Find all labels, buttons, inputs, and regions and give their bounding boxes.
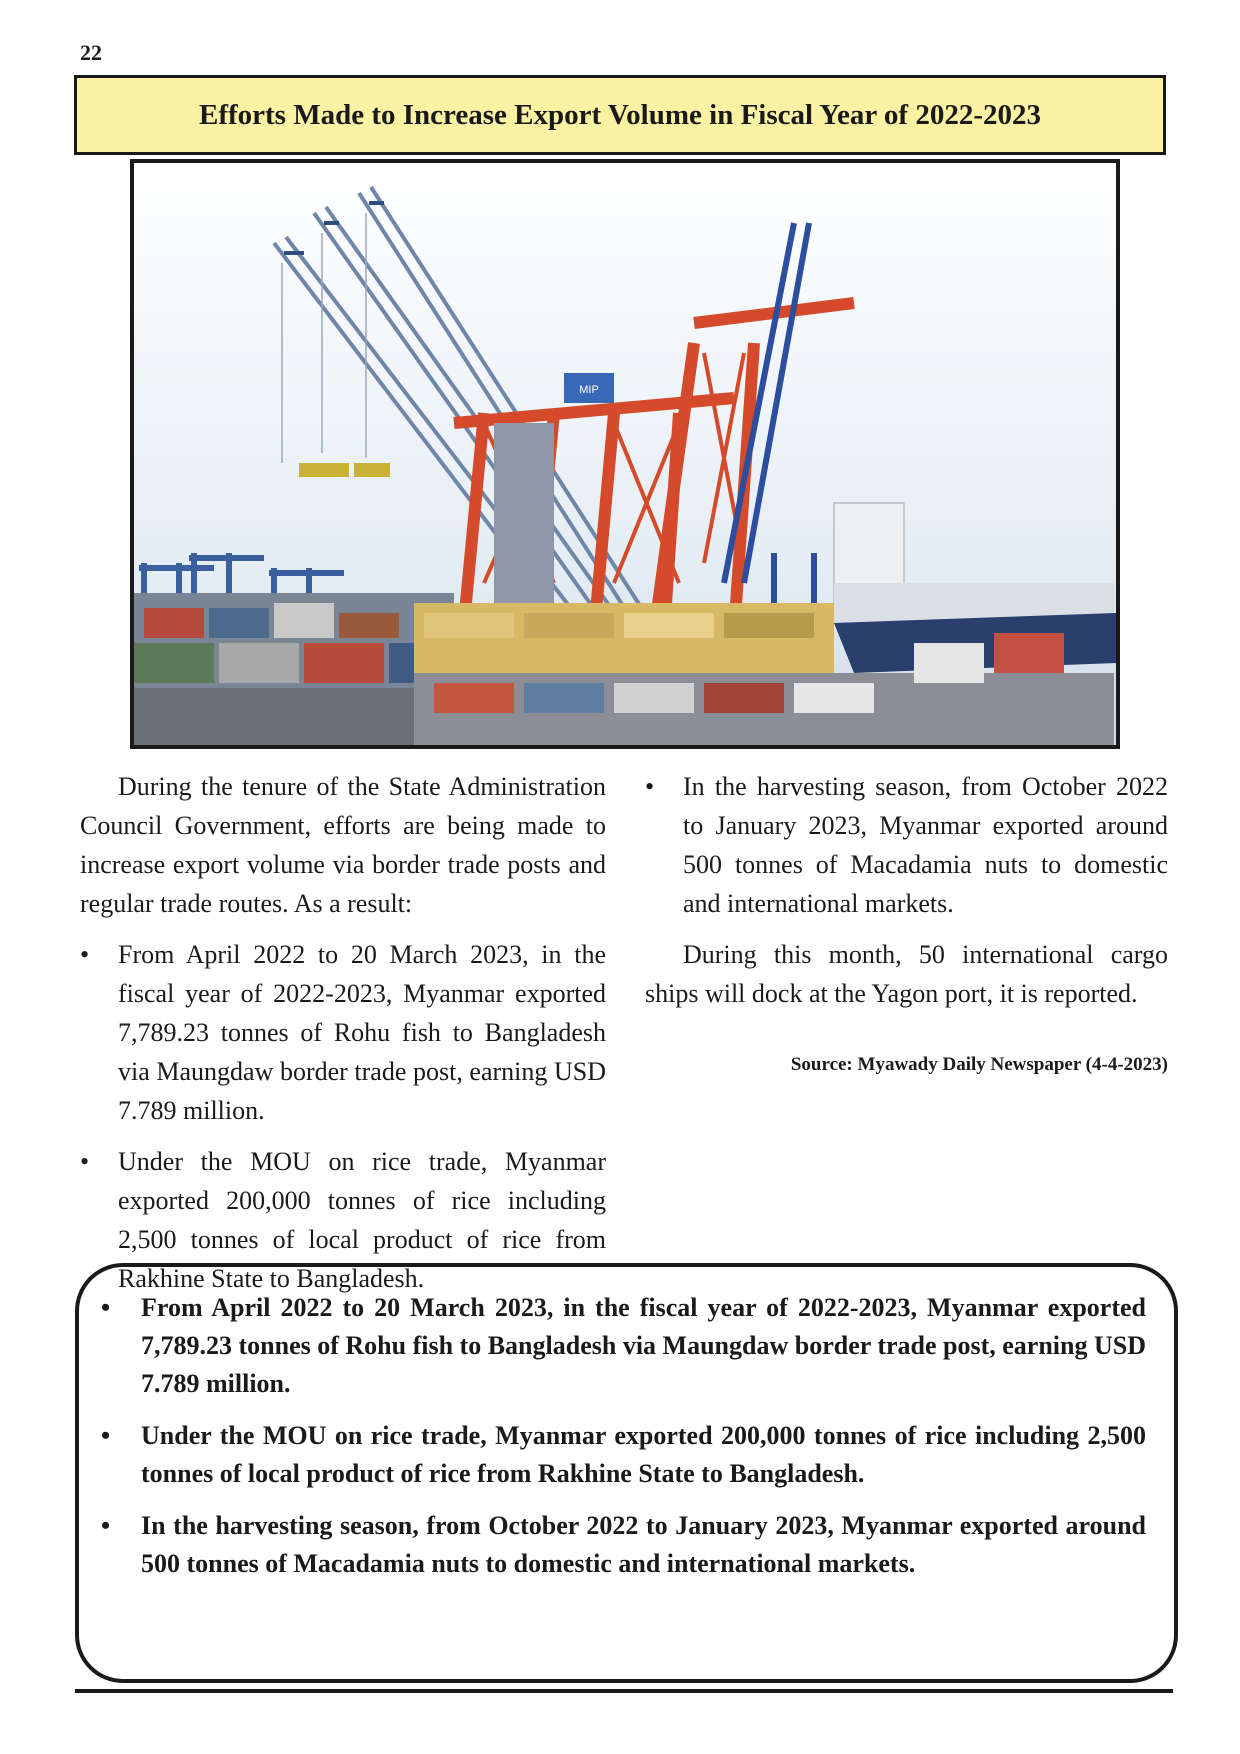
port-cranes-illustration (134, 163, 1116, 745)
bullet-icon: • (80, 940, 90, 969)
article-bullet-text: Under the MOU on rice trade, Myanmar exported 200,000 tonnes of rice including 2,500 tonnes of local product of rice from Rakhine State to Bangladesh. (118, 1147, 606, 1293)
page-number: 22 (80, 40, 102, 65)
title-banner (74, 75, 1166, 155)
article-bullet (645, 767, 1168, 923)
bullet-icon: • (80, 1147, 90, 1176)
spreaders (299, 463, 390, 477)
bullet-icon: • (101, 1511, 111, 1540)
article-intro: During the tenure of the State Administration Council Government, efforts are being made to increase export volume via border trade posts and regular trade routes. As a result: (80, 772, 606, 918)
article-bullet (80, 935, 606, 1130)
summary-box (75, 1263, 1178, 1683)
page-title: Efforts Made to Increase Export Volume in Fiscal Year of 2022-2023 (199, 98, 1041, 131)
bullet-icon: • (101, 1293, 111, 1322)
article-source: Source: Myawady Daily Newspaper (4-4-2023) (790, 1054, 1168, 1075)
article-closing: During this month, 50 international cargo ships will dock at the Yagon port, it is reported. (645, 940, 1168, 1008)
bullet-icon: • (101, 1421, 111, 1450)
summary-item (101, 1417, 1146, 1493)
bullet-icon: • (645, 772, 655, 801)
port-photo (130, 159, 1120, 749)
summary-item-text: From April 2022 to 20 March 2023, in the fiscal year of 2022-2023, Myanmar exported 7,789.23 tonnes of Rohu fish to Bangladesh via Maungdaw border trade post, earning USD 7.789 million. (141, 1293, 1146, 1398)
bottom-rule (75, 1689, 1173, 1693)
summary-item-text: Under the MOU on rice trade, Myanmar exported 200,000 tonnes of rice including 2,500 tonnes of local product of rice from Rakhine State to Bangladesh. (141, 1421, 1146, 1488)
article-left-column (80, 767, 606, 1298)
summary-item (101, 1507, 1146, 1583)
summary-item (101, 1289, 1146, 1403)
summary-item-text: In the harvesting season, from October 2022 to January 2023, Myanmar exported around 500 tonnes of Macadamia nuts to domestic and international markets. (141, 1511, 1146, 1578)
article-right-column (645, 767, 1168, 1084)
crane-label: MIP (579, 384, 599, 396)
article-bullet-text: In the harvesting season, from October 2022 to January 2023, Myanmar exported around 500 tonnes of Macadamia nuts to domestic and international markets. (683, 772, 1168, 918)
article-bullet-text: From April 2022 to 20 March 2023, in the fiscal year of 2022-2023, Myanmar exported 7,789.23 tonnes of Rohu fish to Bangladesh via Maungdaw border trade post, earning USD 7.789 million. (118, 940, 606, 1125)
